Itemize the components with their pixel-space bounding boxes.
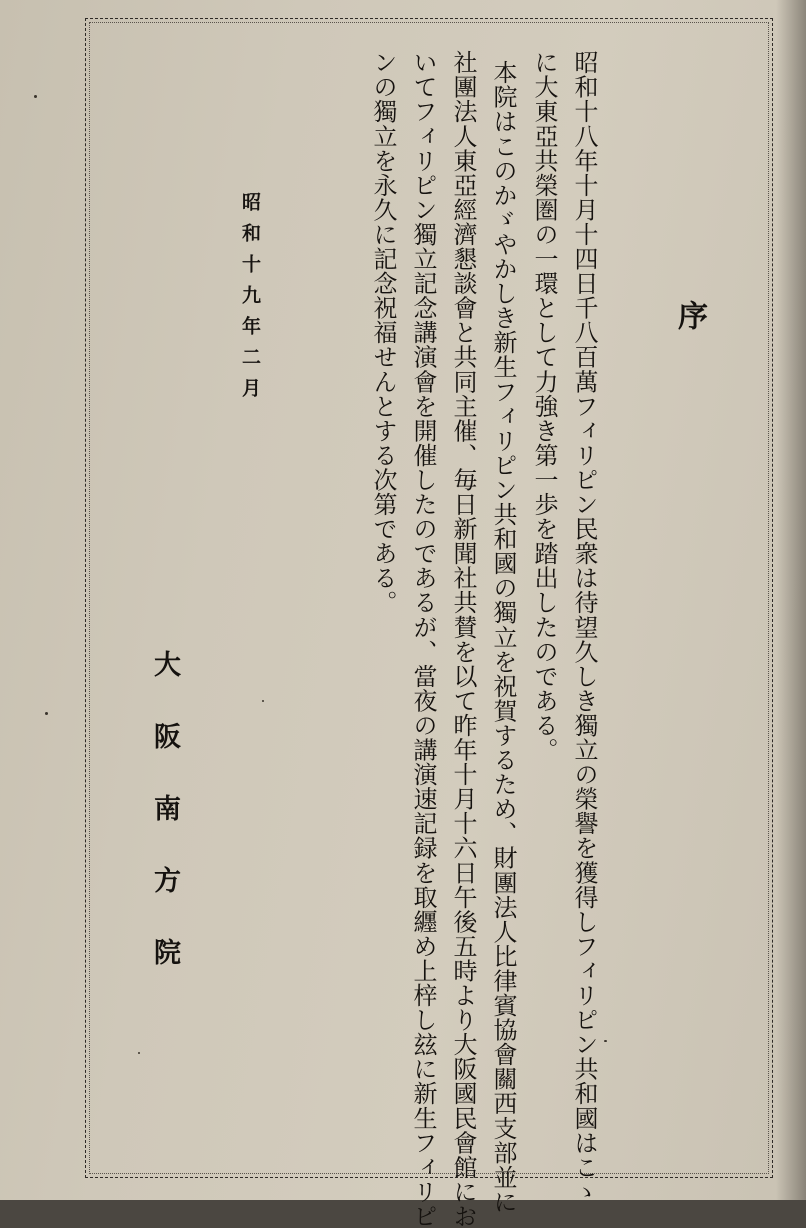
body-line-4: 社團法人東亞經濟懇談會と共同主催、毎日新聞社共賛を以て昨年十月十六日午後五時より大阪國民會館にお [449, 50, 477, 1228]
paper-speck [45, 712, 48, 715]
page-edge-shadow [776, 0, 806, 1200]
preface-title: 序 [672, 300, 707, 330]
body-line-1: 昭和十八年十月十四日千八百萬フィリピン民衆は待望久しき獨立の榮譽を獲得しフィリピン共和國はこゝ [570, 50, 598, 1204]
paper-speck [34, 95, 37, 98]
body-line-3: 本院はこのかゞやかしき新生フィリピン共和國の獨立を祝賀するため、財團法人比律賓協會關西支部並に [489, 60, 517, 1214]
paper-speck [604, 1040, 607, 1042]
body-line-6: ンの獨立を永久に記念祝福せんとする次第である。 [369, 50, 397, 615]
body-line-5: いてフィリピン獨立記念講演會を開催したのであるが、當夜の講演速記録を取纒め上梓し玆に新生フィリピ [409, 50, 437, 1228]
publisher-signature: 大阪南方院 [149, 650, 180, 1010]
body-line-2: に大東亞共榮圏の一環として力強き第一歩を踏出したのである。 [530, 50, 558, 762]
publication-date: 昭和十九年二月 [239, 192, 261, 409]
paper-speck [138, 1052, 140, 1054]
paper-speck [262, 700, 264, 702]
